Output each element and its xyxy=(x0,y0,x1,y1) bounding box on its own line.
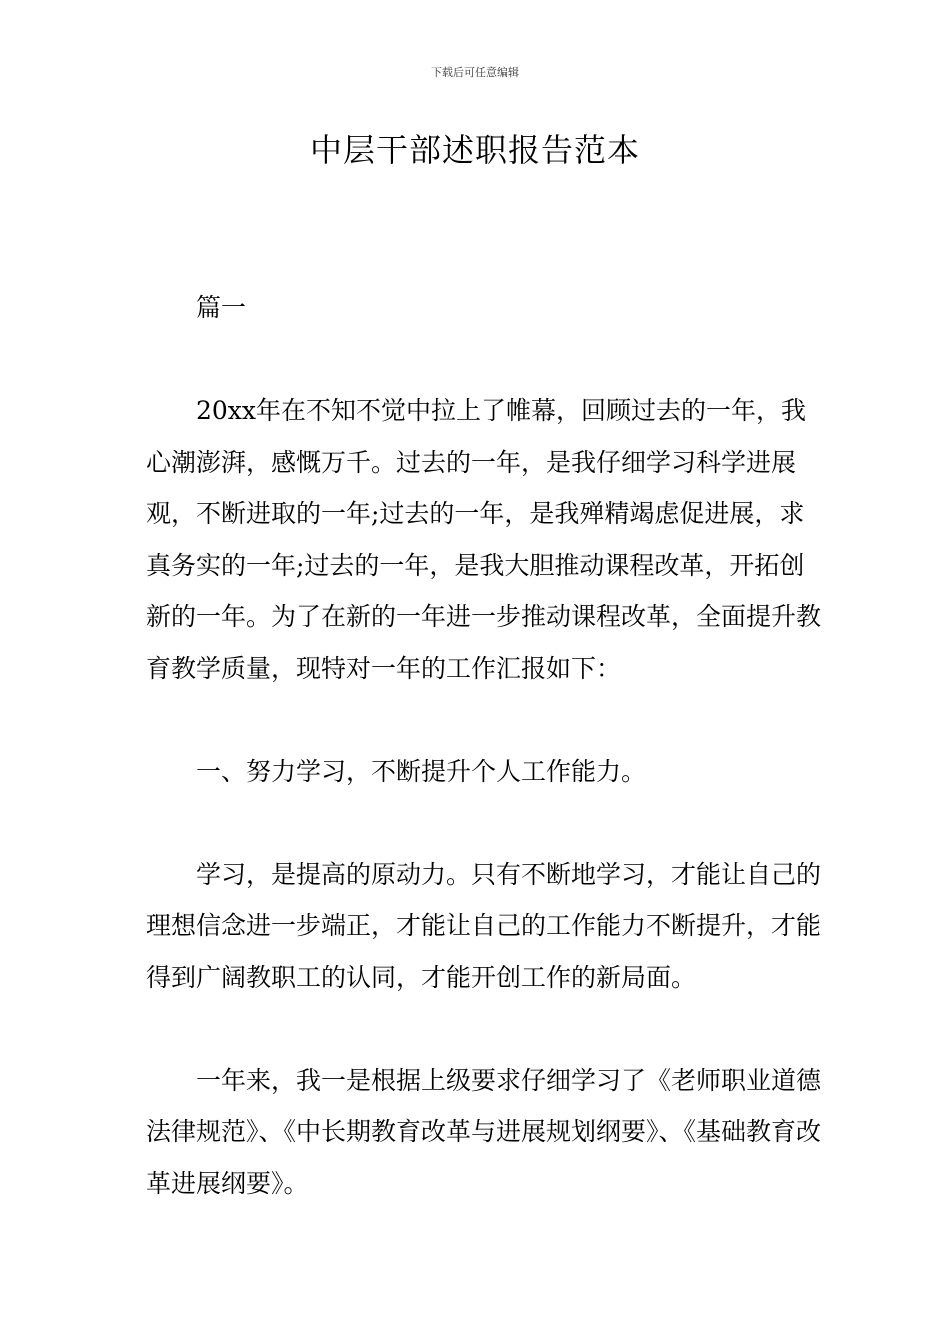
document-title: 中层干部述职报告范本 xyxy=(309,131,640,169)
section-heading: 篇一 xyxy=(196,293,247,322)
paragraph-learning: 学习，是提高的原动力。只有不断地学习，才能让自己的理想信念进一步端正，才能让自己的工作能力不断提升，才能得到广阔教职工的认同，才能开创工作的新局面。 xyxy=(146,859,822,992)
document-body xyxy=(146,282,822,1209)
header-note: 下载后可任意编辑 xyxy=(431,66,519,79)
section-subheading: 一、努力学习，不断提升个人工作能力。 xyxy=(196,756,647,786)
paragraph-intro: 20xx年在不知不觉中拉上了帷幕，回顾过去的一年，我心潮澎湃，感慨万千。过去的一年，是我仔细学习科学进展观，不断进取的一年;过去的一年，是我殚精竭虑促进展，求真务实的一年;过去的一年，是我大胆推动课程改革，开拓创新的一年。为了在新的一年进一步推动课程改革，全面提升教育教学质量，现特对一年的工作汇报如下： xyxy=(146,396,822,683)
paragraph-study: 一年来，我一是根据上级要求仔细学习了《老师职业道德法律规范》、《中长期教育改革与进展规划纲要》、《基础教育改革进展纲要》。 xyxy=(146,1065,822,1198)
